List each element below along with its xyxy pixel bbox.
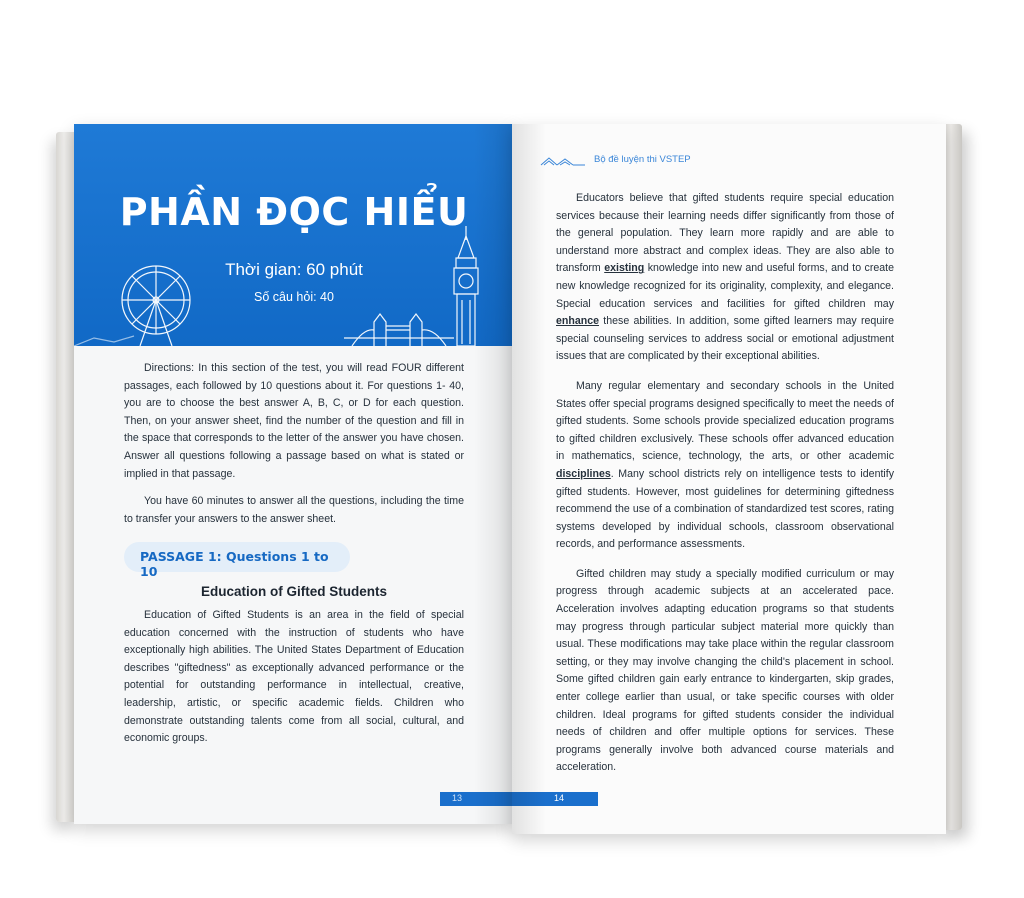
question-count: Số câu hỏi: 40: [254, 290, 334, 304]
vocab-disciplines: disciplines: [556, 467, 611, 480]
paragraph-1-text-c: these abilities. In addition, some gifted learners may require special counseling services to address social or emotional adjustment issues that are complicated by their exceptional abilities.: [556, 315, 894, 363]
time-note: You have 60 minutes to answer all the questions, including the time to transfer your answers to the answer sheet.: [124, 495, 464, 525]
directions-text: Directions: In this section of the test, you will read FOUR different passages, each followed by 10 questions about it. For questions 1- 40, you are to choose the best answer A, B, C, or D for each question. Then, on your answer sheet, find the number of the question and fill in the space that corresponds to the letter of the answer you have chosen. Answer all questions following a passage based on what is stated or implied in that passage.: [124, 362, 464, 480]
right-page: [512, 124, 946, 834]
passage-body: [124, 607, 464, 748]
paragraph-1-text-b: knowledge into new and useful forms, and to create new knowledge recognized for its originality, complexity, and elegance. Special education services and facilities for gifted children may: [556, 262, 894, 310]
page-number: 14: [554, 793, 565, 803]
page-number: 13: [452, 793, 463, 803]
big-ben-icon: [454, 226, 478, 346]
paragraph-2-text-b: . Many school districts rely on intelligence tests to identify gifted students. However, most guidelines for determining giftedness recommend the use of a combination of standardized test scores, rating systems developed by individual schools, classroom observational records, and performance assessments.: [556, 467, 894, 551]
open-book-icon: [540, 155, 586, 167]
passage-title: Education of Gifted Students: [201, 584, 387, 599]
paragraph-2: [556, 378, 894, 554]
vocab-enhance: enhance: [556, 315, 599, 328]
passage-badge: [124, 542, 350, 579]
left-page-stack: [56, 132, 76, 822]
passage-label: PASSAGE 1: Questions 1 to 10: [140, 549, 329, 579]
vocab-existing: existing: [604, 262, 645, 275]
left-page: [74, 124, 514, 824]
london-skyline-icon: [74, 124, 514, 346]
paragraph-2-text-a: Many regular elementary and secondary schools in the United States offer special programs designed specifically to meet the needs of gifted students. Some schools provide specialized education programs to gifted children exclusively. These schools offer advanced education in mathematics, science, technology, the arts, or other academic: [556, 379, 894, 463]
tower-bridge-icon: [344, 314, 454, 346]
paragraph-1: [556, 190, 894, 366]
paragraph-1-text-a: Educators believe that gifted students require special education services because their learning needs differ significantly from those of the general population. They learn more rapidly and are able to understand more abstract and complex ideas. They are also able to transform: [556, 192, 894, 275]
paragraph-3: Gifted children may study a specially modified curriculum or may progress through academic subjects at an accelerated pace. Acceleration involves adapting education programs so that students may progress through particular subject material more quickly than usual. These modifications may take place within the regular classroom setting, or they may involve changing the child's placement in school. Some gifted children gain early entrance to kindergarten, skip grades, enter college earlier than usual, or take specific courses with older children. Ideal programs for gifted students consider the individual needs of children and offer multiple options for services. These programs generally involve both advanced course materials and acceleration.: [556, 567, 894, 774]
gutter-shadow: [512, 124, 546, 834]
time-limit: Thời gian: 60 phút: [225, 260, 363, 279]
passage-continued: [556, 190, 894, 777]
section-title: PHẦN ĐỌC HIỂU: [119, 190, 469, 234]
section-banner: [74, 124, 514, 346]
passage-paragraph: Education of Gifted Students is an area in the field of special education concerned with the instruction of students who have exceptionally high abilities. The United States Department of Education describes "giftedness" as exceptionally advanced performance or the potential for outstanding performance in intellectual, creative, leadership, artistic, or specific academic fields. Children who demonstrate outstanding talents come from all social, cultural, and economic groups.: [124, 609, 464, 745]
book-title: Bộ đề luyện thi VSTEP: [594, 154, 691, 165]
directions-block: [124, 360, 464, 528]
